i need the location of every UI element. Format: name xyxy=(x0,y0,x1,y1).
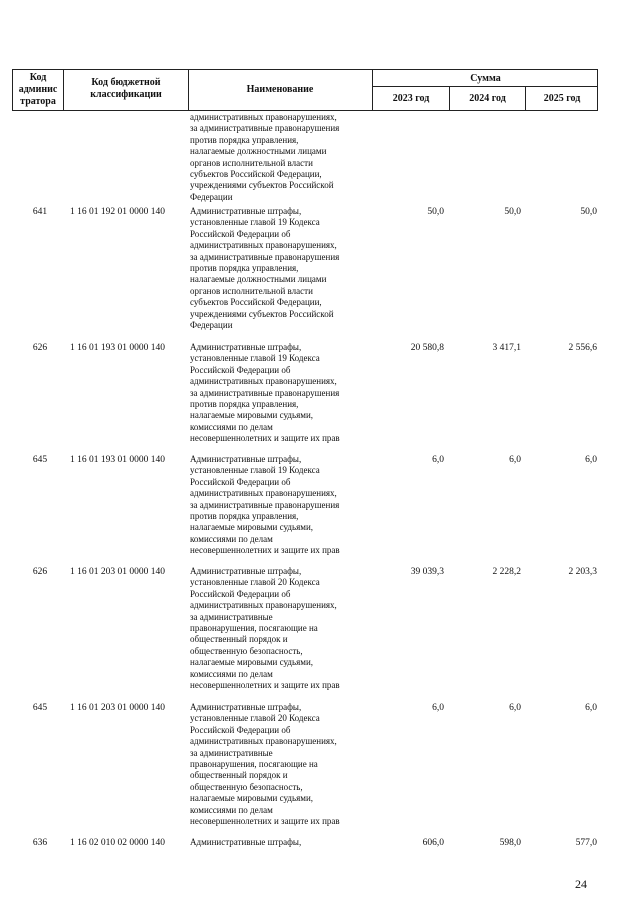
header-name: Наименование xyxy=(246,84,314,95)
value-2025: 50,0 xyxy=(580,207,597,217)
name-line: Российской Федерации об xyxy=(190,476,291,487)
name-line: Федерации xyxy=(190,320,233,331)
name-line: налагаемые должностными лицами xyxy=(190,146,327,157)
name-line: за административные xyxy=(190,611,273,622)
name-line: за административные правонарушения xyxy=(190,123,340,134)
name-line: Административные штрафы, xyxy=(190,837,302,847)
name-line: административных правонарушениях, xyxy=(190,240,337,251)
name-line: Административные штрафы, xyxy=(190,206,302,216)
name-line: против порядка управления, xyxy=(190,399,299,410)
value-2024: 50,0 xyxy=(504,207,521,217)
header-year-2025: 2025 год xyxy=(543,93,581,104)
budget-code: 1 16 01 193 01 0000 140 xyxy=(70,343,165,353)
name-line: субъектов Российской Федерации, xyxy=(190,169,322,180)
name-line: Российской Федерации об xyxy=(190,228,291,239)
admin-code: 645 xyxy=(32,703,48,713)
budget-code: 1 16 01 203 01 0000 140 xyxy=(70,567,165,577)
admin-code: 626 xyxy=(32,567,48,577)
name-line: за административные xyxy=(190,747,273,758)
name-line: административных правонарушениях, xyxy=(190,488,337,499)
name-line: общественную безопасность, xyxy=(190,645,303,656)
value-2024: 6,0 xyxy=(509,703,521,713)
name-line: против порядка управления, xyxy=(190,511,299,522)
name-line: за административные правонарушения xyxy=(190,251,340,262)
name-line: субъектов Российской Федерации, xyxy=(190,297,322,308)
name-line: несовершеннолетних и защите их прав xyxy=(190,816,340,827)
name-line: налагаемые мировыми судьями, xyxy=(190,793,314,804)
header-divider xyxy=(63,69,64,111)
row-name xyxy=(190,454,370,557)
header-budget-code: Код бюджетной классификации xyxy=(90,77,162,100)
name-line: против порядка управления, xyxy=(190,263,299,274)
name-line: установленные главой 20 Кодекса xyxy=(190,577,320,588)
name-line: органов исполнительной власти xyxy=(190,157,313,168)
name-line: общественный порядок и xyxy=(190,634,288,645)
name-line: установленные главой 19 Кодекса xyxy=(190,353,320,364)
name-line: за административные правонарушения xyxy=(190,499,340,510)
header-sum: Сумма xyxy=(470,73,501,84)
name-line: административных правонарушениях, xyxy=(190,112,337,122)
admin-code: 641 xyxy=(32,207,48,217)
name-line: Российской Федерации об xyxy=(190,724,291,735)
value-2025: 6,0 xyxy=(585,703,597,713)
page-number: 24 xyxy=(575,877,587,891)
budget-code: 1 16 01 193 01 0000 140 xyxy=(70,455,165,465)
name-line: комиссиями по делам xyxy=(190,421,273,432)
name-line: установленные главой 20 Кодекса xyxy=(190,713,320,724)
name-line: учреждениями субъектов Российской xyxy=(190,180,334,191)
name-line: Административные штрафы, xyxy=(190,454,302,464)
name-line: комиссиями по делам xyxy=(190,804,273,815)
name-line: органов исполнительной власти xyxy=(190,285,313,296)
header-divider xyxy=(372,86,598,87)
name-line: налагаемые должностными лицами xyxy=(190,274,327,285)
value-2024: 3 417,1 xyxy=(492,343,521,353)
name-line: комиссиями по делам xyxy=(190,533,273,544)
row-name xyxy=(190,837,370,848)
header-year-2024: 2024 год xyxy=(469,93,506,104)
name-line: несовершеннолетних и защите их прав xyxy=(190,680,340,691)
value-2024: 2 228,2 xyxy=(492,567,521,577)
budget-code: 1 16 02 010 02 0000 140 xyxy=(70,838,165,848)
name-line: Административные штрафы, xyxy=(190,702,302,712)
header-year-2023: 2023 год xyxy=(392,93,430,104)
value-2023: 606,0 xyxy=(422,838,444,848)
name-line: административных правонарушениях, xyxy=(190,376,337,387)
name-line: против порядка управления, xyxy=(190,134,299,145)
value-2023: 20 580,8 xyxy=(410,343,444,353)
row-name xyxy=(190,702,370,827)
value-2024: 6,0 xyxy=(509,455,521,465)
name-line: налагаемые мировыми судьями, xyxy=(190,410,314,421)
name-line: административных правонарушениях, xyxy=(190,736,337,747)
admin-code: 645 xyxy=(32,455,48,465)
name-line: налагаемые мировыми судьями, xyxy=(190,522,314,533)
row-name xyxy=(190,206,370,331)
header-divider xyxy=(188,69,189,111)
name-line: Административные штрафы, xyxy=(190,342,302,352)
value-2023: 39 039,3 xyxy=(410,567,444,577)
value-2025: 577,0 xyxy=(575,838,597,848)
admin-code: 626 xyxy=(32,343,48,353)
name-line: административных правонарушениях, xyxy=(190,600,337,611)
name-line: Административные штрафы, xyxy=(190,566,302,576)
row-name xyxy=(190,342,370,445)
header-admin-code: Код админис тратора xyxy=(18,72,58,107)
name-line: общественную безопасность, xyxy=(190,781,303,792)
name-line: учреждениями субъектов Российской xyxy=(190,308,334,319)
name-line: правонарушения, посягающие на xyxy=(190,623,318,634)
continuation-text xyxy=(190,112,370,203)
value-2025: 6,0 xyxy=(585,455,597,465)
name-line: установленные главой 19 Кодекса xyxy=(190,465,320,476)
name-line: за административные правонарушения xyxy=(190,387,340,398)
name-line: Федерации xyxy=(190,191,233,202)
name-line: правонарушения, посягающие на xyxy=(190,759,318,770)
name-line: налагаемые мировыми судьями, xyxy=(190,657,314,668)
name-line: комиссиями по делам xyxy=(190,668,273,679)
name-line: установленные главой 19 Кодекса xyxy=(190,217,320,228)
name-line: несовершеннолетних и защите их прав xyxy=(190,433,340,444)
value-2024: 598,0 xyxy=(499,838,521,848)
admin-code: 636 xyxy=(32,838,48,848)
value-2025: 2 556,6 xyxy=(568,343,597,353)
value-2023: 50,0 xyxy=(427,207,444,217)
row-name xyxy=(190,566,370,691)
name-line: общественный порядок и xyxy=(190,770,288,781)
value-2025: 2 203,3 xyxy=(568,567,597,577)
budget-code: 1 16 01 192 01 0000 140 xyxy=(70,207,165,217)
value-2023: 6,0 xyxy=(432,703,444,713)
name-line: несовершеннолетних и защите их прав xyxy=(190,545,340,556)
value-2023: 6,0 xyxy=(432,455,444,465)
budget-code: 1 16 01 203 01 0000 140 xyxy=(70,703,165,713)
name-line: Российской Федерации об xyxy=(190,364,291,375)
name-line: Российской Федерации об xyxy=(190,588,291,599)
